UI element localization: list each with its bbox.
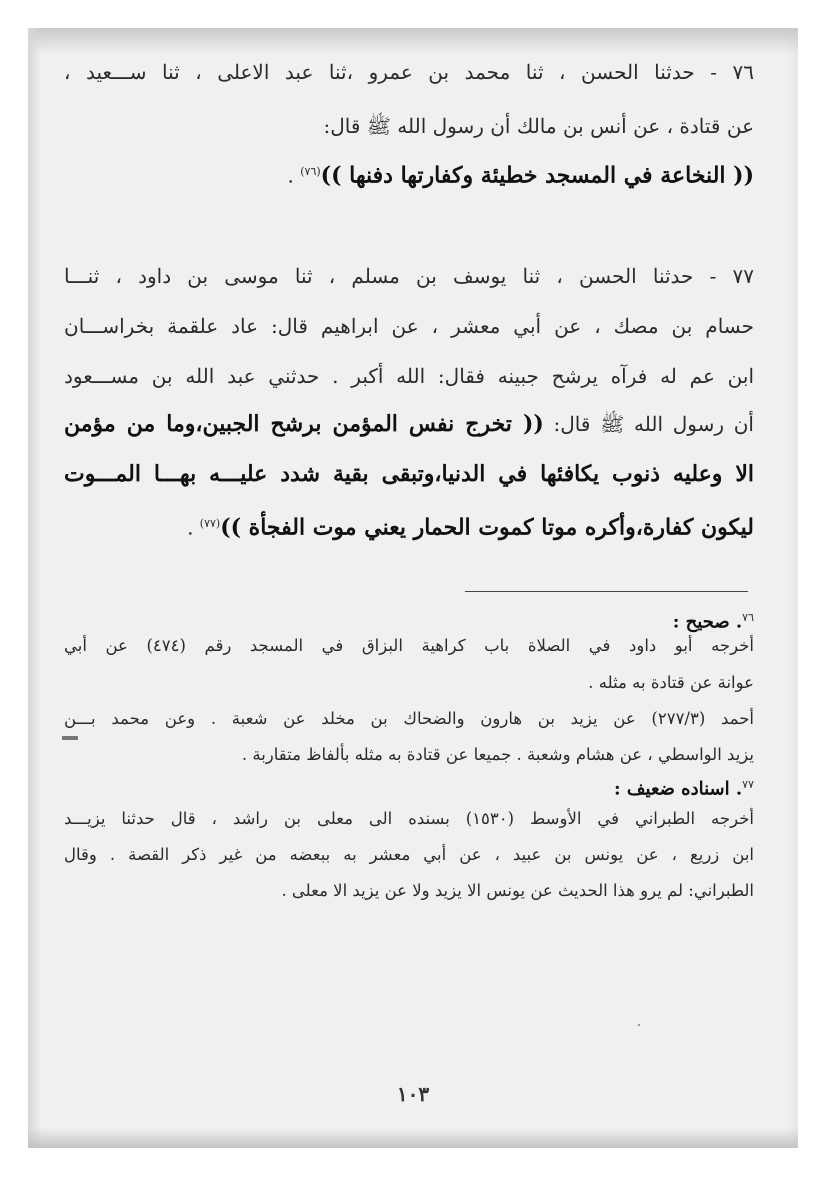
scan-left-shadow xyxy=(28,28,42,1148)
footnote-76-line-1: أخرجه أبو داود في الصلاة باب كراهية البزاق في المسجد رقم (٤٧٤) عن أبي xyxy=(64,636,755,655)
hadith-77-line-4-bold: (( تخرج نفس المؤمن برشح الجبين،وما من مؤمن xyxy=(64,411,544,437)
hadith-77-line-2: حسام بن مصك ، عن أبي معشر ، عن ابراهيم قال: عاد علقمة بخراســـان xyxy=(64,314,754,338)
hadith-77-period: . xyxy=(187,515,200,540)
hadith-77-line-6-text: ليكون كفارة،وأكره موتا كموت الحمار يعني موت الفجأة )) xyxy=(220,514,754,541)
hadith-76-line-2: عن قتادة ، عن أنس بن مالك أن رسول الله ﷺ قال: xyxy=(323,114,754,138)
hadith-76-footnote-ref: (٧٦) xyxy=(300,165,321,178)
footnote-76-heading xyxy=(64,605,754,636)
hadith-77-line-5: الا وعليه ذنوب يكافئها في الدنيا،وتبقى بقية شدد عليـــه بهـــا المـــوت xyxy=(64,461,754,487)
scan-bottom-shadow xyxy=(28,1128,798,1148)
hadith-77-line-3: ابن عم له فرآه يرشح جبينه فقال: الله أكبر . حدثني عبد الله بن مســـعود xyxy=(64,364,754,388)
footnote-76-line-2: عوانة عن قتادة به مثله . xyxy=(588,673,754,692)
footnote-separator xyxy=(465,591,748,592)
hadith-76-text: (( النخاعة في المسجد خطيئة وكفارتها دفنها )) xyxy=(320,162,754,189)
scan-top-shadow xyxy=(28,28,798,54)
scan-speck xyxy=(638,1024,640,1026)
footnote-76-line-4: يزيد الواسطي ، عن هشام وشعبة . جميعا عن قتادة به مثله بألفاظ متقاربة . xyxy=(241,745,754,764)
hadith-76-period: . xyxy=(287,163,301,188)
footnote-77-heading xyxy=(64,772,754,803)
page-number: ١٠٣ xyxy=(396,1082,430,1106)
hadith-76-text-line xyxy=(64,158,754,190)
footnote-77-line-1: أخرجه الطبراني في الأوسط (١٥٣٠) بسنده الى معلى بن راشد ، قال حدثنا يزيـــد xyxy=(64,809,754,828)
hadith-77-footnote-ref: (٧٧) xyxy=(199,517,221,530)
footnote-76-number: ٧٦ xyxy=(742,611,754,624)
hadith-77-line-4 xyxy=(64,410,754,438)
footnote-77-line-2: ابن زريع ، عن يونس بن عبيد ، عن أبي معشر به ببعضه من غير ذكر القصة . وقال xyxy=(64,845,754,864)
hadith-76-line-1: ٧٦ - حدثنا الحسن ، ثنا محمد بن عمرو ،ثنا عبد الاعلى ، ثنا ســـعيد ، xyxy=(64,60,754,84)
footnote-77-number: ٧٧ xyxy=(742,778,754,791)
footnote-76-grade: . صحيح : xyxy=(672,611,743,633)
scanned-page xyxy=(28,28,798,1148)
footnote-77-grade: . اسناده ضعيف : xyxy=(613,778,743,800)
hadith-77-line-4-plain: أن رسول الله ﷺ قال: xyxy=(543,412,754,436)
hadith-77-line-1: ٧٧ - حدثنا الحسن ، ثنا يوسف بن مسلم ، ثنا موسى بن داود ، ثنـــا xyxy=(64,264,754,288)
margin-mark xyxy=(62,736,78,740)
footnote-77-line-3: الطبراني: لم يرو هذا الحديث عن يونس الا يزيد ولا عن يزيد الا معلى . xyxy=(281,881,754,900)
footnote-76-line-3: أحمد (٢٧٧/٣) عن يزيد بن هارون والضحاك بن مخلد عن شعبة . وعن محمد بـــن xyxy=(64,709,754,728)
hadith-77-line-6 xyxy=(64,510,754,542)
